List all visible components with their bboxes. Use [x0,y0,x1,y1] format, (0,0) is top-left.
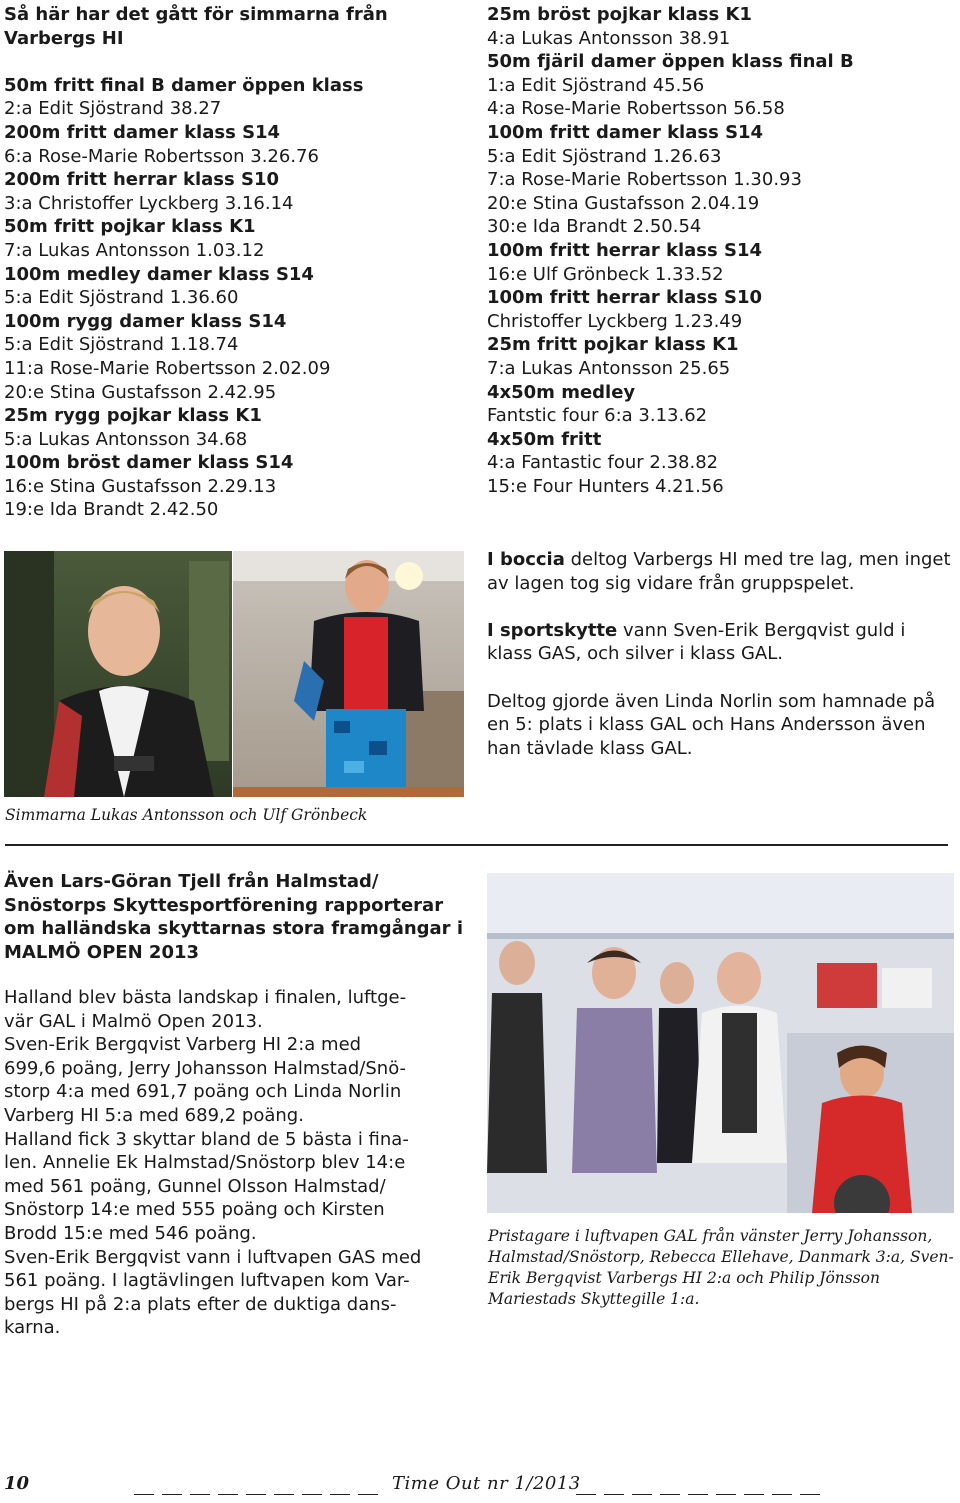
article-heading: Även Lars-Göran Tjell från Halmstad/ Snöstorps Skyttesportförening rapporterar om halländska skyttarnas stora framgångar i MALMÖ OPEN 2013 [4,871,463,963]
boccia-text: deltog Varbergs HI med tre lag, men inget av lagen tog sig vidare från gruppspelet. [487,549,951,594]
article-line: Halland blev bästa landskap i finalen, luftge- [4,987,407,1008]
event-heading: 100m fritt herrar klass S14 [487,239,763,261]
swimmers-photo [4,551,464,797]
result-line: 3:a Christoffer Lyckberg 3.16.14 [4,192,294,214]
event-heading: 50m fjäril damer öppen klass final B [487,51,854,73]
result-line: 2:a Edit Sjöstrand 38.27 [4,98,222,120]
left-results-list [4,74,474,522]
sportskytte-bold: I sportskytte [487,619,618,641]
result-line: 1:a Edit Sjöstrand 45.56 [487,74,705,96]
article-line: Sven-Erik Bergqvist Varberg HI 2:a med [4,1034,362,1056]
article-line: med 561 poäng, Gunnel Olsson Halmstad/ [4,1175,386,1197]
deltog-paragraph: Deltog gjorde även Linda Norlin som hamnade på en 5: plats i klass GAL och Hans Andersson även han tävlade klass GAL. [487,690,936,759]
article-line: vär GAL i Malmö Open 2013. [4,1010,263,1032]
article-line: Sven-Erik Bergqvist vann i luftvapen GAS med [4,1246,422,1268]
result-line: Fantstic four 6:a 3.13.62 [487,405,708,427]
article-line: storp 4:a med 691,7 poäng och Linda Norlin [4,1081,402,1103]
article-body-lines [4,986,474,1340]
event-heading: 25m bröst pojkar klass K1 [487,4,752,25]
article-body [4,986,474,1340]
left-results-column [4,3,474,522]
footer-dashes-right [576,1484,828,1503]
result-line: 30:e Ida Brandt 2.50.54 [487,216,702,238]
event-heading: 50m fritt pojkar klass K1 [4,216,256,238]
sportskytte-text: vann Sven-Erik Bergqvist guld i klass GAS, och silver i klass GAL. [487,619,906,665]
footer-dashes-left [134,1484,386,1503]
event-heading: 100m fritt herrar klass S10 [487,287,763,309]
result-line: 6:a Rose-Marie Robertsson 3.26.76 [4,145,319,167]
result-line: 7:a Lukas Antonsson 25.65 [487,357,731,379]
result-line: 5:a Edit Sjöstrand 1.26.63 [487,145,722,167]
result-line: 5:a Edit Sjöstrand 1.36.60 [4,287,239,309]
event-heading: 50m fritt final B damer öppen klass [4,74,364,96]
result-line: 20:e Stina Gustafsson 2.42.95 [4,381,277,403]
article-line: Snöstorp 14:e med 555 poäng och Kirsten [4,1199,385,1221]
right-results-column [487,3,957,498]
result-line: 20:e Stina Gustafsson 2.04.19 [487,192,760,214]
result-line: 5:a Edit Sjöstrand 1.18.74 [4,334,239,356]
article-line: Brodd 15:e med 546 poäng. [4,1222,257,1244]
result-line: 16:e Stina Gustafsson 2.29.13 [4,475,277,497]
results-title: Så här har det gått för simmarna från Varbergs HI [4,4,388,49]
result-line: 4:a Lukas Antonsson 38.91 [487,27,731,49]
right-paragraphs [487,548,952,784]
event-heading: 25m fritt pojkar klass K1 [487,334,739,356]
section-divider [5,844,948,846]
event-heading: 200m fritt damer klass S14 [4,121,281,143]
article-line: Halland fick 3 skyttar bland de 5 bästa i fina- [4,1128,409,1150]
article-line: 561 poäng. I lagtävlingen luftvapen kom Var- [4,1270,410,1292]
event-heading: 100m fritt damer klass S14 [487,121,764,143]
result-line: Christoffer Lyckberg 1.23.49 [487,310,743,332]
event-heading: 100m bröst damer klass S14 [4,452,294,474]
result-line: 11:a Rose-Marie Robertsson 2.02.09 [4,357,331,379]
result-line: 4:a Fantastic four 2.38.82 [487,452,719,474]
footer [4,1472,954,1498]
article-line: bergs HI på 2:a plats efter de duktiga dans- [4,1293,397,1315]
event-heading: 100m medley damer klass S14 [4,263,314,285]
result-line: 16:e Ulf Grönbeck 1.33.52 [487,263,724,285]
article-line: karna. [4,1317,61,1339]
swimmers-photo-image [4,551,464,797]
page-number: 10 [4,1473,30,1494]
shooters-caption: Pristagare i luftvapen GAL från vänster Jerry Johansson, Halmstad/Snöstorp, Rebecca Ellehave, Danmark 3:a, Sven-Erik Bergqvist Varbergs HI 2:a och Philip Jönsson Mariestads Skyttegille 1:a. [488,1227,954,1308]
shooters-photo-image [487,873,954,1213]
article-line: len. Annelie Ek Halmstad/Snöstorp blev 14:e [4,1152,406,1174]
boccia-bold: I boccia [487,549,565,570]
event-heading: 100m rygg damer klass S14 [4,310,287,332]
result-line: 7:a Lukas Antonsson 1.03.12 [4,239,265,261]
swimmers-caption: Simmarna Lukas Antonsson och Ulf Grönbeck [5,806,368,824]
magazine-title: Time Out nr 1/2013 [392,1473,581,1494]
article-line: 699,6 poäng, Jerry Johansson Halmstad/Snö- [4,1057,407,1079]
event-heading: 200m fritt herrar klass S10 [4,169,280,191]
result-line: 5:a Lukas Antonsson 34.68 [4,428,248,450]
event-heading: 4x50m fritt [487,428,602,450]
event-heading: 25m rygg pojkar klass K1 [4,405,262,427]
result-line: 15:e Four Hunters 4.21.56 [487,475,724,497]
sportskytte-paragraph [487,619,952,666]
result-line: 19:e Ida Brandt 2.42.50 [4,499,219,521]
article-line: Varberg HI 5:a med 689,2 poäng. [4,1104,304,1126]
result-line: 4:a Rose-Marie Robertsson 56.58 [487,98,785,120]
event-heading: 4x50m medley [487,381,636,403]
shooters-photo [487,873,954,1213]
boccia-paragraph [487,548,952,595]
result-line: 7:a Rose-Marie Robertsson 1.30.93 [487,169,802,191]
right-results-list [487,3,957,498]
